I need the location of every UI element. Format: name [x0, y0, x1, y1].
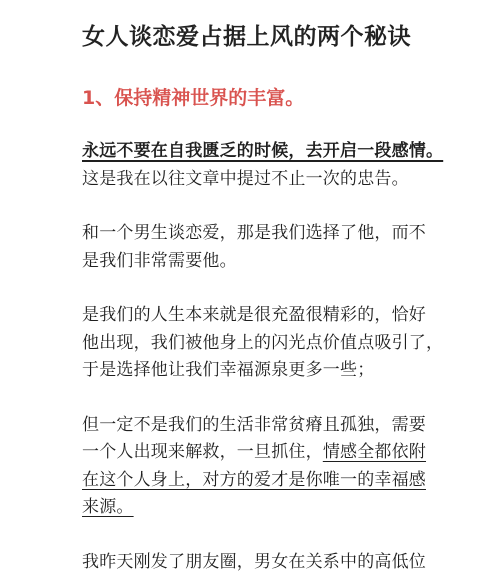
paragraph-line	[82, 439, 460, 467]
paragraph-line: 这是我在以往文章中提过不止一次的忠告。	[82, 166, 460, 194]
paragraph-2	[82, 220, 460, 275]
paragraph-5	[82, 549, 460, 576]
underlined-text: 在这个人身上，对方的爱才是你唯一的幸福感	[82, 467, 460, 495]
line-text: 一个人出现来解救，一旦抓住，	[82, 442, 323, 462]
article-title: 女人谈恋爱占据上风的两个秘诀	[82, 20, 460, 54]
paragraph-line: 但一定不是我们的生活非常贫瘠且孤独，需要	[82, 412, 460, 440]
paragraph-line-partial: 我昨天刚发了朋友圈，男女在关系中的高低位	[82, 549, 460, 576]
underlined-text: 情感全都依附	[323, 442, 426, 462]
paragraph-line: 他出现，我们被他身上的闪光点价值点吸引了，	[82, 330, 460, 358]
paragraph-line: 和一个男生谈恋爱，那是我们选择了他，而不	[82, 220, 460, 248]
emphasized-sentence: 永远不要在自我匮乏的时候，去开启一段感情。	[82, 138, 460, 166]
paragraph-line: 是我们非常需要他。	[82, 248, 460, 276]
paragraph-3	[82, 302, 460, 385]
paragraph-line: 于是选择他让我们幸福源泉更多一些；	[82, 357, 460, 385]
underlined-text: 来源。	[82, 494, 460, 522]
section-heading: 1、保持精神世界的丰富。	[82, 84, 460, 112]
paragraph-4	[82, 412, 460, 522]
paragraph-1	[82, 138, 460, 193]
paragraph-line: 是我们的人生本来就是很充盈很精彩的，恰好	[82, 302, 460, 330]
